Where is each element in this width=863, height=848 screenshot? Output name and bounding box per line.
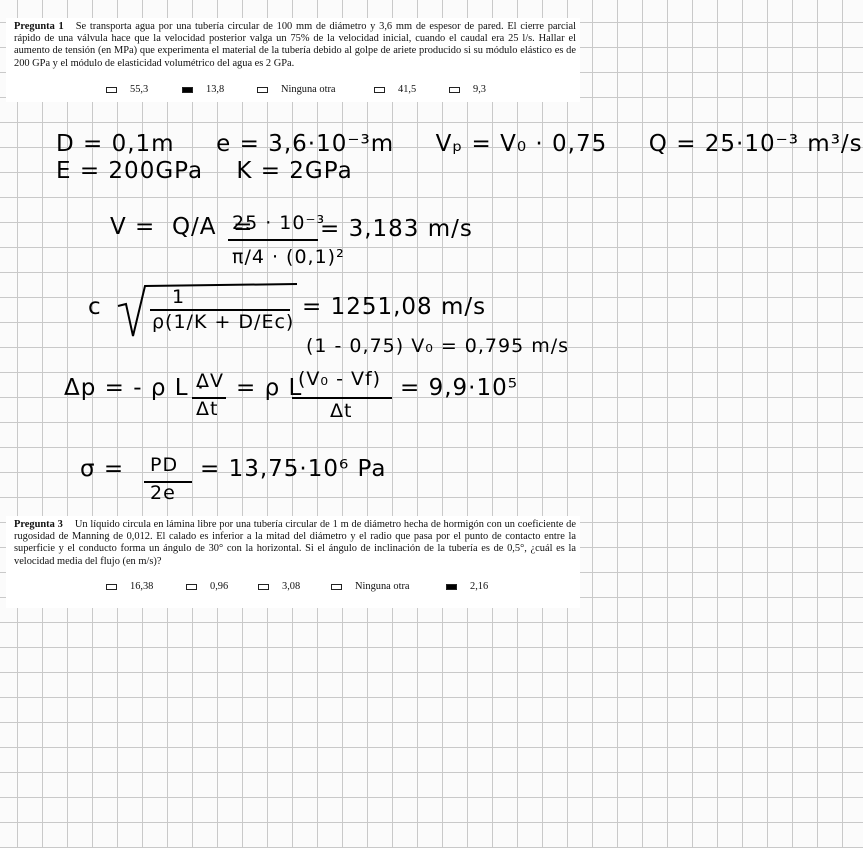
checkbox-icon[interactable] bbox=[258, 584, 269, 590]
checkbox-checked-icon[interactable] bbox=[446, 584, 457, 590]
hw-celerity-lhs: c bbox=[88, 294, 102, 320]
checkbox-icon[interactable] bbox=[186, 584, 197, 590]
question-3-statement: Un líquido circula en lámina libre por una tubería circular de 1 m de diámetro hecha de hormigón con un coeficiente de rugosidad de Manning de 0,012. El calado es inferior a la mitad del diámetro y el radio que pasa por el punto de contacto entre la superficie y el conducto forma un ángulo de 30° con la horizontal. Si el ángulo de inclinación de la tubería es de 0,5°, ¿cuál es la velocidad media del flujo (en m/s)? bbox=[14, 519, 576, 567]
question-3-text-block bbox=[14, 519, 576, 568]
q3-option-1-label: 16,38 bbox=[130, 581, 154, 592]
checkbox-icon[interactable] bbox=[331, 584, 342, 590]
hw-velocity-lhs: V = Q/A = bbox=[110, 214, 254, 240]
hw-velocity-denominator: π/4 · (0,1)² bbox=[232, 246, 345, 268]
q1-option-2-label: 13,8 bbox=[206, 84, 225, 95]
hw-pressure-denominator-1: Δt bbox=[196, 398, 219, 420]
hw-pressure-lhs: Δp = - ρ L · bbox=[64, 375, 206, 401]
hw-pressure-numerator-2: (V₀ - Vf) bbox=[298, 368, 382, 390]
hw-stress-denominator: 2e bbox=[150, 482, 176, 504]
q3-option-4[interactable] bbox=[331, 581, 410, 592]
hw-pressure-mid: = ρ L bbox=[236, 375, 303, 401]
hw-pressure-denominator-2: Δt bbox=[330, 400, 353, 422]
hw-given-data-line-2: E = 200GPa K = 2GPa bbox=[56, 158, 353, 184]
question-3-label: Pregunta 3 bbox=[14, 519, 63, 530]
q1-option-3-label: Ninguna otra bbox=[281, 84, 336, 95]
q1-option-5-label: 9,3 bbox=[473, 84, 486, 95]
question-1-statement: Se transporta agua por una tubería circular de 100 mm de diámetro y 3,6 mm de espesor de pared. El cierre parcial rápido de una válvula hace que la velocidad posterior valga un 75% de la velocidad inicial, cuando el caudal era 25 l/s. Hallar el aumento de tensión (en MPa) que experimenta el material de la tubería debido al golpe de ariete producido si su módulo elástico es de 200 GPa y el módulo de elasticidad volumétrico del agua es 2 GPa. bbox=[14, 21, 576, 69]
checkbox-icon[interactable] bbox=[106, 584, 117, 590]
q3-option-5[interactable] bbox=[446, 581, 488, 592]
q3-option-3[interactable] bbox=[258, 581, 300, 592]
hw-final-velocity: (1 - 0,75) V₀ = 0,795 m/s bbox=[306, 335, 570, 357]
q3-option-1[interactable] bbox=[106, 581, 153, 592]
hw-velocity-result: = 3,183 m/s bbox=[320, 216, 473, 242]
question-1-label: Pregunta 1 bbox=[14, 21, 64, 32]
question-3-block bbox=[6, 516, 580, 608]
hw-pressure-result: = 9,9·10⁵ bbox=[400, 375, 518, 401]
question-3-options bbox=[6, 581, 580, 595]
hw-stress-numerator: PD bbox=[150, 454, 179, 476]
q3-option-5-label: 2,16 bbox=[470, 581, 489, 592]
q3-option-4-label: Ninguna otra bbox=[355, 581, 410, 592]
hw-given-data-line-1: D = 0,1m e = 3,6·10⁻³m Vₚ = V₀ · 0,75 Q = 25·10⁻³ m³/s bbox=[56, 131, 863, 157]
hw-velocity-numerator: 25 · 10⁻³ bbox=[232, 212, 326, 234]
q3-option-2[interactable] bbox=[186, 581, 228, 592]
hw-stress-lhs: σ = bbox=[80, 456, 125, 482]
q1-option-4-label: 41,5 bbox=[398, 84, 417, 95]
hw-celerity-result: = 1251,08 m/s bbox=[302, 294, 487, 320]
q3-option-3-label: 3,08 bbox=[282, 581, 301, 592]
hw-celerity-denominator: ρ(1/K + D/Ec) bbox=[152, 311, 295, 333]
q1-option-1-label: 55,3 bbox=[130, 84, 149, 95]
q3-option-2-label: 0,96 bbox=[210, 581, 229, 592]
hw-celerity-numerator: 1 bbox=[172, 286, 186, 308]
hw-pressure-numerator-1: ΔV bbox=[196, 370, 224, 392]
hw-stress-result: = 13,75·10⁶ Pa bbox=[200, 456, 387, 482]
